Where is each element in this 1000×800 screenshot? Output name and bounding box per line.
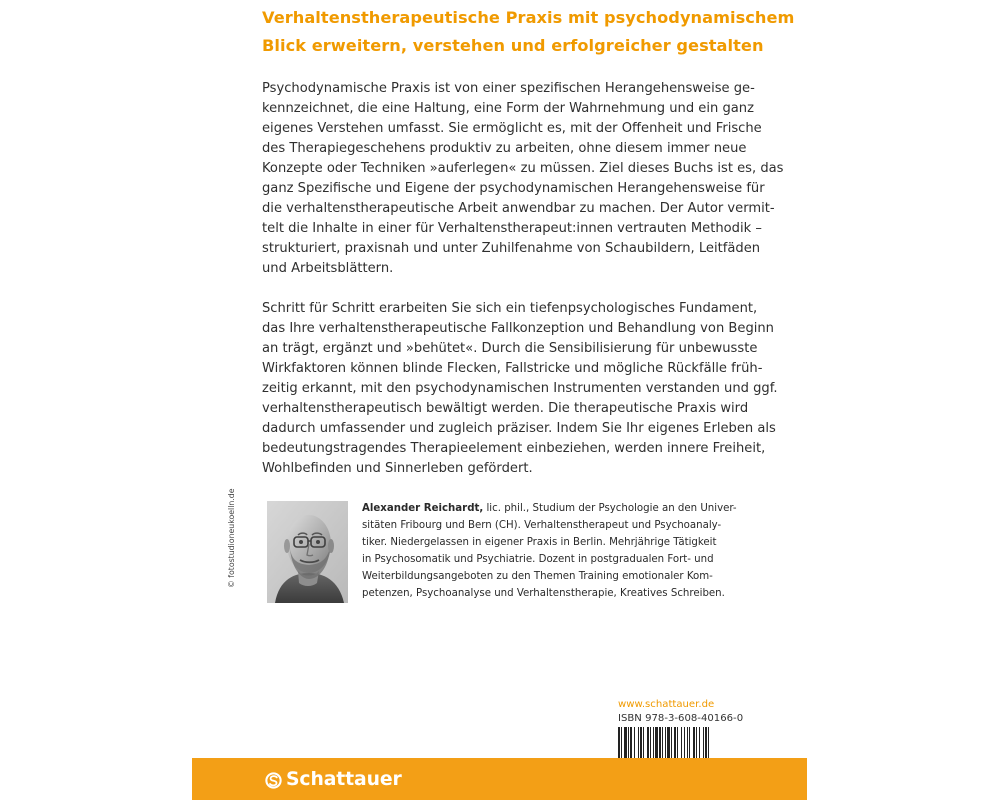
author-bio-line-6: petenzen, Psychoanalyse und Verhaltenstherapie, Kreatives Schreiben. <box>362 588 725 599</box>
paragraph-2-line-5: zeitig erkannt, mit den psychodynamischen Instrumenten verstanden und ggf. <box>262 381 778 396</box>
paragraph-2-line-9: Wohlbefinden und Sinnerleben gefördert. <box>262 461 533 476</box>
barcode-bar <box>624 727 627 758</box>
author-photo <box>267 501 348 603</box>
cover-title <box>262 4 795 60</box>
publisher-logo <box>264 769 402 791</box>
barcode-bar <box>708 727 709 758</box>
description-paragraph-1 <box>262 79 784 279</box>
barcode-bar <box>640 727 642 758</box>
barcode-bar <box>705 727 707 758</box>
barcode-bar <box>647 727 649 758</box>
paragraph-1-line-6: ganz Spezifische und Eigene der psychodynamischen Herangehensweise für <box>262 181 765 196</box>
paragraph-1-line-7: die verhaltenstherapeutische Arbeit anwendbar zu machen. Der Autor vermit- <box>262 201 775 216</box>
barcode-bar <box>621 727 622 758</box>
paragraph-1-line-10: und Arbeitsblättern. <box>262 261 394 276</box>
paragraph-1-line-8: telt die Inhalte in einer für Verhaltenstherapeut:innen vertrauten Methodik – <box>262 221 762 236</box>
barcode-bar <box>703 727 704 758</box>
barcode-bar <box>684 727 685 758</box>
barcode-bar <box>630 727 632 758</box>
barcode-bar <box>634 727 635 758</box>
author-bio <box>362 500 762 602</box>
paragraph-2-line-2: das Ihre verhaltenstherapeutische Fallkonzeption und Behandlung von Beginn <box>262 321 774 336</box>
barcode-bar <box>665 727 666 758</box>
author-bio-line-1-text: lic. phil., Studium der Psychologie an den Univer- <box>483 503 737 514</box>
title-line-1: Verhaltenstherapeutische Praxis mit psychodynamischem <box>262 8 795 27</box>
paragraph-1-line-1: Psychodynamische Praxis ist von einer spezifischen Herangehensweise ge- <box>262 81 755 96</box>
author-bio-line-1 <box>362 500 762 517</box>
paragraph-2-line-4: Wirkfaktoren können blinde Flecken, Fallstricke und mögliche Rückfälle früh- <box>262 361 763 376</box>
barcode-bar <box>618 727 620 758</box>
paragraph-1-line-2: kennzeichnet, die eine Haltung, eine Form der Wahrnehmung und ein ganz <box>262 101 754 116</box>
description-paragraph-2 <box>262 299 778 479</box>
photo-credit: © fotostudioneukoelln.de <box>227 488 236 588</box>
publisher-name: Schattauer <box>286 769 402 790</box>
barcode-bar <box>662 727 663 758</box>
barcode-bar <box>643 727 644 758</box>
barcode-bar <box>681 727 682 758</box>
paragraph-1-line-4: des Therapiegeschehens produktiv zu arbeiten, ohne diesem immer neue <box>262 141 747 156</box>
barcode-bar <box>655 727 658 758</box>
barcode-bar <box>653 727 654 758</box>
barcode-bar <box>650 727 651 758</box>
publisher-url: www.schattauer.de <box>618 699 715 710</box>
barcode-bar <box>687 727 688 758</box>
paragraph-2-line-8: bedeutungstragendes Therapieelement einbeziehen, werden innere Freiheit, <box>262 441 766 456</box>
barcode-bar <box>674 727 676 758</box>
schattauer-logo-icon <box>264 771 283 790</box>
barcode-bar <box>671 727 672 758</box>
isbn-number: ISBN 978-3-608-40166-0 <box>618 713 744 724</box>
author-bio-line-2: sitäten Fribourg und Bern (CH). Verhaltenstherapeut und Psychoanaly- <box>362 520 722 531</box>
barcode-bar <box>699 727 700 758</box>
barcode-bar <box>677 727 678 758</box>
author-bio-line-3: tiker. Niedergelassen in eigener Praxis in Berlin. Mehrjährige Tätigkeit <box>362 537 717 548</box>
paragraph-1-line-3: eigenes Verstehen umfasst. Sie ermöglicht es, mit der Offenheit und Frische <box>262 121 762 136</box>
barcode-bar <box>667 727 670 758</box>
barcode-bar <box>689 727 690 758</box>
barcode-bar <box>693 727 695 758</box>
author-name: Alexander Reichardt, <box>362 503 484 514</box>
paragraph-2-line-7: dadurch umfassender und zugleich präziser. Indem Sie Ihr eigenes Erleben als <box>262 421 776 436</box>
description <box>262 79 784 499</box>
barcode-bar <box>659 727 661 758</box>
paragraph-2-line-3: an trägt, ergänzt und »behütet«. Durch die Sensibilisierung für unbewusste <box>262 341 758 356</box>
paragraph-1-line-9: strukturiert, praxisnah und unter Zuhilfenahme von Schaubildern, Leitfäden <box>262 241 761 256</box>
author-bio-line-5: Weiterbildungsangeboten zu den Themen Training emotionaler Kom- <box>362 571 713 582</box>
paragraph-2-line-6: verhaltenstherapeutisch bewältigt werden. Die therapeutische Praxis wird <box>262 401 749 416</box>
title-line-2: Blick erweitern, verstehen und erfolgreicher gestalten <box>262 36 764 55</box>
author-portrait-image <box>267 501 348 603</box>
barcode-bar <box>696 727 697 758</box>
paragraph-2-line-1: Schritt für Schritt erarbeiten Sie sich ein tiefenpsychologisches Fundament, <box>262 301 758 316</box>
barcode-bar <box>638 727 639 758</box>
paragraph-1-line-5: Konzepte oder Techniken »auferlegen« zu müssen. Ziel dieses Buchs ist es, das <box>262 161 784 176</box>
author-bio-line-4: in Psychosomatik und Psychiatrie. Dozent in postgradualen Fort- und <box>362 554 714 565</box>
barcode-bar <box>628 727 629 758</box>
barcode <box>618 727 743 758</box>
